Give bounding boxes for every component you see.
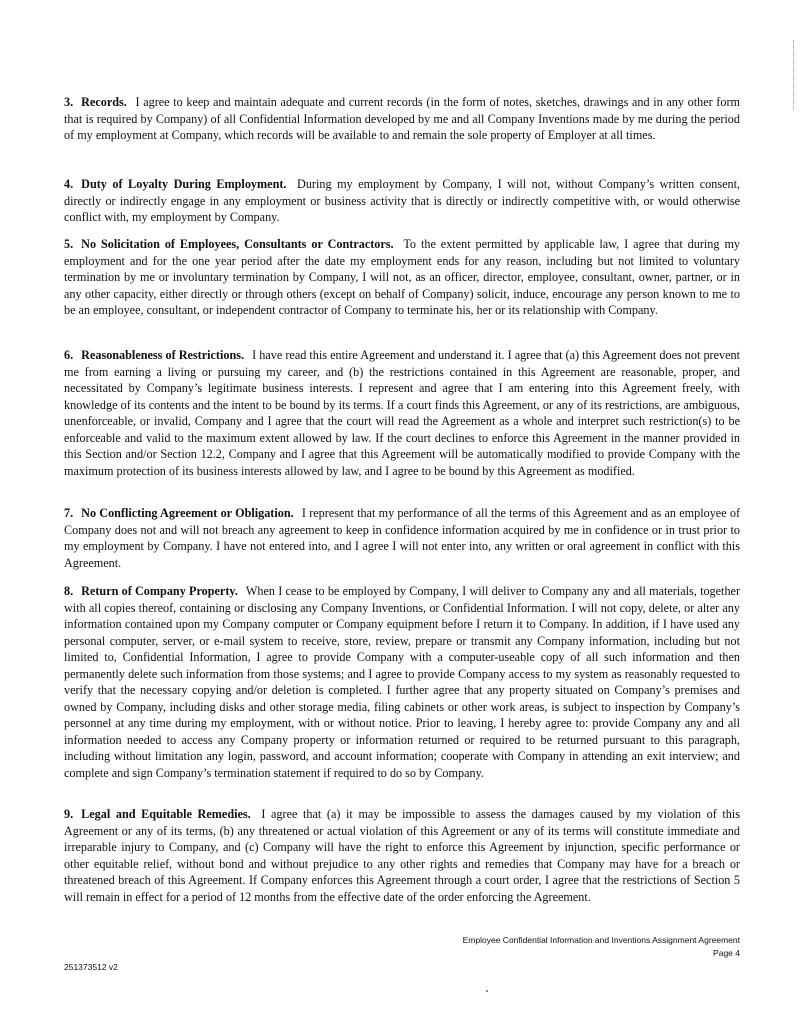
section-text: I agree that (a) it may be impossible to assess the damages caused by my violation of this Agreement or any of its terms, (b) any threatened or actual violation of this Agreement or any of its terms will constitute immediate and irreparable injury to Company, and (c) Company will have the right to enforce this Agreement by injunction, specific performance or other equitable relief, without bond and without prejudice to any other rights and remedies that Company may have for a breach or threatened breach of this Agreement. If Company enforces this Agreement through a court order, I agree that the restrictions of Section 5 will remain in effect for a period of 12 months from the effective date of the order enforcing the Agreement. — [64, 807, 740, 904]
section-heading: Reasonableness of Restrictions. — [81, 348, 245, 362]
section-text: During my employment by Company, I will not, without Company’s written consent, directly or indirectly engage in any employment or business activity that is directly or indirectly competitive with, or would otherwise conflict with, my employment by Company. — [64, 177, 741, 224]
section-heading: No Conflicting Agreement or Obligation. — [81, 506, 294, 520]
footer-page-number: Page 4 — [713, 948, 740, 958]
section-number: 4. — [64, 177, 74, 191]
section-heading: Records. — [81, 95, 127, 109]
section-9-legal-remedies — [64, 806, 740, 905]
section-text: To the extent permitted by applicable law, I agree that during my employment and for the one year period after the date my employment ends for any reason, including but not limited to voluntary termination by me or involuntary termination by Company, I will not, as an officer, director, employee, consultant, owner, partner, or in any other capacity, either directly or through others (except on behalf of Company) solicit, induce, encourage any person known to me to be an employee, consultant, or independent contractor of Company to terminate his, her or its relationship with Company. — [64, 237, 741, 317]
scan-edge-mark — [793, 40, 796, 110]
scan-speck — [486, 990, 488, 992]
section-text: I agree to keep and maintain adequate and current records (in the form of notes, sketches, drawings and in any other form that is required by Company) of all Confidential Information developed by me and all Company Inventions made by me during the period of my employment at Company, which records will be available to and remain the sole property of Employer at all times. — [64, 95, 740, 142]
section-heading: Return of Company Property. — [81, 584, 238, 598]
section-text: I represent that my performance of all the terms of this Agreement and as an employee of Company does not and will not breach any agreement to keep in confidence information acquired by me in confidence or in trust prior to my employment by Company. I have not entered into, and I agree I will not enter into, any written or oral agreement in conflict with this Agreement. — [64, 506, 741, 570]
section-heading: Duty of Loyalty During Employment. — [81, 177, 287, 191]
section-heading: No Solicitation of Employees, Consultants or Contractors. — [81, 237, 394, 251]
section-number: 6. — [64, 348, 74, 362]
section-number: 5. — [64, 237, 74, 251]
section-number: 9. — [64, 807, 74, 821]
section-4-duty-of-loyalty — [64, 176, 740, 226]
section-5-no-solicitation — [64, 236, 740, 319]
section-7-no-conflicting-agreement — [64, 505, 740, 571]
section-6-reasonableness — [64, 347, 740, 479]
document-id: 251373512 v2 — [64, 962, 118, 972]
section-8-return-of-property — [64, 583, 740, 781]
section-number: 3. — [64, 95, 74, 109]
footer-document-title: Employee Confidential Information and Inventions Assignment Agreement — [462, 935, 740, 945]
section-number: 7. — [64, 506, 74, 520]
section-heading: Legal and Equitable Remedies. — [81, 807, 251, 821]
section-text: I have read this entire Agreement and understand it. I agree that (a) this Agreement does not prevent me from earning a living or pursuing my career, and (b) the restrictions contained in this Agreement are reasonable, proper, and necessitated by Company’s legitimate business interests. I represent and agree that I am entering into this Agreement freely, with knowledge of its contents and the intent to be bound by its terms. If a court finds this Agreement, or any of its restrictions, are ambiguous, unenforceable, or invalid, Company and I agree that the court will read the Agreement as a whole and interpret such restriction(s) to be enforceable and valid to the maximum extent allowed by law. If the court declines to enforce this Agreement in the manner provided in this Section and/or Section 12.2, Company and I agree that this Agreement will be automatically modified to provide Company with the maximum protection of its business interests allowed by law, and I agree to be bound by this Agreement as modified. — [64, 348, 741, 478]
section-number: 8. — [64, 584, 74, 598]
section-3-records — [64, 94, 740, 144]
section-text: When I cease to be employed by Company, I will deliver to Company any and all materials, together with all copies thereof, containing or disclosing any Company Inventions, or Confidential Information. I will not copy, delete, or alter any information contained upon my Company computer or Company equipment before I return it to Company. In addition, if I have used any personal computer, server, or e-mail system to receive, store, review, prepare or transmit any Company information, including but not limited to, Confidential Information, I agree to provide Company with a computer-useable copy of all such information and then permanently delete such information from those systems; and I agree to provide Company access to my system as reasonably requested to verify that the necessary copying and/or deletion is completed. I further agree that any property situated on Company’s premises and owned by Company, including disks and other storage media, filing cabinets or other work areas, is subject to inspection by Company’s personnel at any time during my employment, with or without notice. Prior to leaving, I hereby agree to: provide Company any and all information needed to access any Company property or information returned or required to be returned pursuant to this paragraph, including without limitation any login, password, and account information; cooperate with Company in attending an exit interview; and complete and sign Company’s termination statement if required to do so by Company. — [64, 584, 741, 780]
